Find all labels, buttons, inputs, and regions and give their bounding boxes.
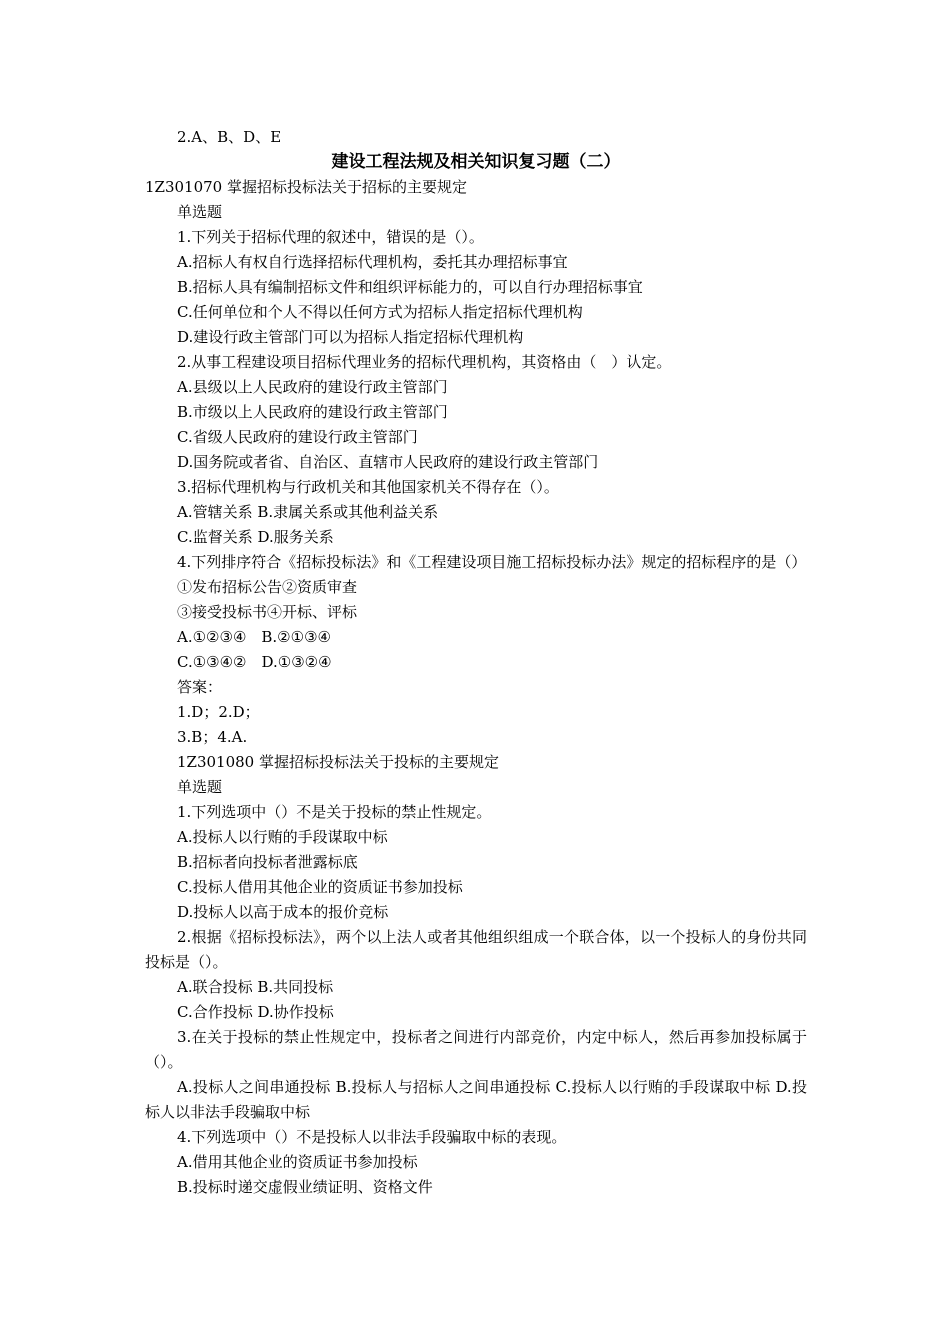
sequence-items: ①发布招标公告②资质审查 xyxy=(177,578,358,596)
options-cd: C.①③④② D.①③②④ xyxy=(177,653,332,671)
options-ab: A.①②③④ B.②①③④ xyxy=(177,628,331,646)
question-type-label: 单选题 xyxy=(177,203,223,221)
option-a: A.投标人以行贿的手段谋取中标 xyxy=(177,828,388,846)
option-c: C.投标人借用其他企业的资质证书参加投标 xyxy=(177,878,463,896)
question-stem: 1.下列选项中（）不是关于投标的禁止性规定。 xyxy=(177,803,492,821)
question-stem: 1.下列关于招标代理的叙述中，错误的是（）。 xyxy=(177,228,484,246)
question-stem: 2.从事工程建设项目招标代理业务的招标代理机构，其资格由（ ）认定。 xyxy=(177,353,672,371)
option-d: D.投标人以高于成本的报价竞标 xyxy=(177,903,389,921)
option-b: B.市级以上人民政府的建设行政主管部门 xyxy=(177,403,448,421)
option-a: A.县级以上人民政府的建设行政主管部门 xyxy=(177,378,448,396)
option-c: C.任何单位和个人不得以任何方式为招标人指定招标代理机构 xyxy=(177,303,583,321)
option-d: D.国务院或者省、自治区、直辖市人民政府的建设行政主管部门 xyxy=(177,453,599,471)
options-cd: C.监督关系 D.服务关系 xyxy=(177,528,334,546)
option-b: B.招标人具有编制招标文件和组织评标能力的，可以自行办理招标事宜 xyxy=(177,278,643,296)
options-ab: A.联合投标 B.共同投标 xyxy=(177,978,334,996)
document-title: 建设工程法规及相关知识复习题（二） xyxy=(331,152,621,172)
question-type-label: 单选题 xyxy=(177,778,223,796)
options-ab: A.管辖关系 B.隶属关系或其他利益关系 xyxy=(177,503,439,521)
option-a: A.招标人有权自行选择招标代理机构，委托其办理招标事宜 xyxy=(177,253,568,271)
previous-answer: 2.A、B、D、E xyxy=(177,128,282,146)
answer-line: 1.D；2.D； xyxy=(177,703,260,721)
option-d: D.建设行政主管部门可以为招标人指定招标代理机构 xyxy=(177,328,524,346)
sequence-items: ③接受投标书④开标、评标 xyxy=(177,603,358,621)
question-stem: 3.招标代理机构与行政机关和其他国家机关不得存在（）。 xyxy=(177,478,559,496)
option-b: B.招标者向投标者泄露标底 xyxy=(177,853,358,871)
question-stem: 3.在关于投标的禁止性规定中，投标者之间进行内部竞价，内定中标人，然后再参加投标属于（）。 xyxy=(145,1028,807,1071)
section-heading: 1Z301070 掌握招标投标法关于招标的主要规定 xyxy=(145,178,467,196)
options-cd: C.合作投标 D.协作投标 xyxy=(177,1003,334,1021)
question-stem: 4.下列选项中（）不是投标人以非法手段骗取中标的表现。 xyxy=(177,1128,567,1146)
option-a: A.借用其他企业的资质证书参加投标 xyxy=(177,1153,418,1171)
section-heading: 1Z301080 掌握招标投标法关于投标的主要规定 xyxy=(177,753,499,771)
option-c: C.省级人民政府的建设行政主管部门 xyxy=(177,428,418,446)
options-inline: A.投标人之间串通投标 B.投标人与招标人之间串通投标 C.投标人以行贿的手段谋取中标 D.投标人以非法手段骗取中标 xyxy=(145,1078,807,1121)
answer-line: 3.B；4.A. xyxy=(177,728,248,746)
option-b: B.投标时递交虚假业绩证明、资格文件 xyxy=(177,1178,433,1196)
question-stem: 2.根据《招标投标法》，两个以上法人或者其他组织组成一个联合体，以一个投标人的身份共同投标是（）。 xyxy=(145,928,807,971)
question-stem: 4.下列排序符合《招标投标法》和《工程建设项目施工招标投标办法》规定的招标程序的是（） xyxy=(177,553,807,571)
document-page xyxy=(145,125,807,1200)
answer-label: 答案： xyxy=(177,678,223,696)
